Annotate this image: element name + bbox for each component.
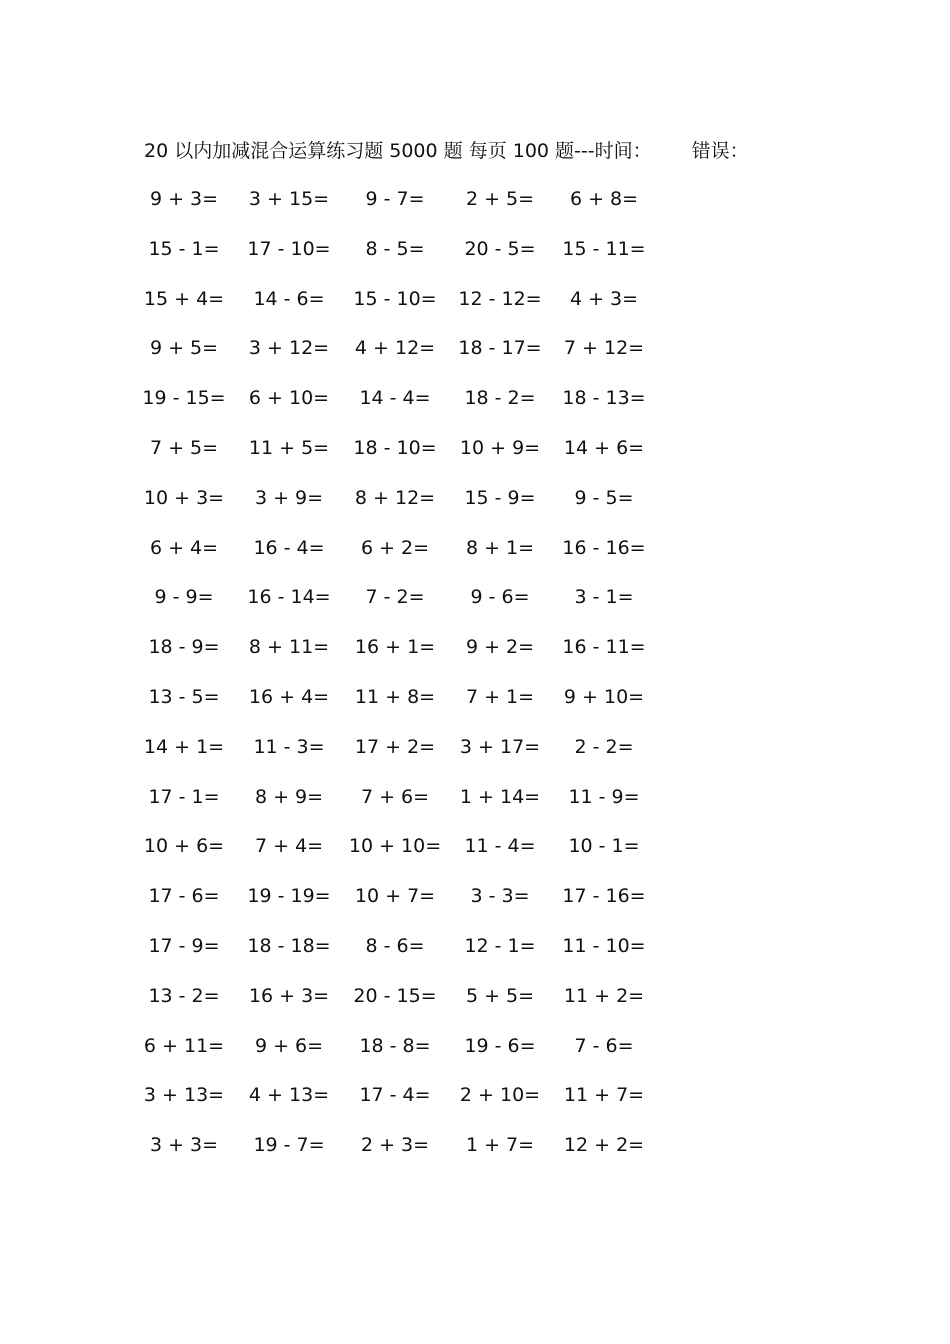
problem-row (0, 1031, 950, 1061)
problem-row (0, 831, 950, 861)
math-problem: 3 + 3= (149, 1134, 219, 1157)
math-problem: 2 - 2= (574, 735, 634, 758)
math-problem: 19 - 7= (253, 1134, 325, 1157)
math-problem: 15 - 10= (353, 287, 437, 310)
math-problem: 14 - 4= (359, 387, 431, 410)
math-problem: 20 - 5= (464, 237, 536, 260)
math-problem: 10 + 3= (143, 486, 225, 509)
problem-row (0, 732, 950, 762)
math-problem: 19 - 15= (142, 387, 226, 410)
math-problem: 19 - 19= (247, 885, 331, 908)
math-problem: 15 + 4= (143, 287, 225, 310)
math-problem: 6 + 2= (360, 536, 430, 559)
math-problem: 11 - 9= (568, 785, 640, 808)
math-problem: 17 - 16= (562, 885, 646, 908)
math-problem: 13 - 2= (148, 984, 220, 1007)
math-problem: 4 + 13= (248, 1084, 330, 1107)
math-problem: 3 + 9= (254, 486, 324, 509)
math-problem: 11 + 8= (354, 686, 436, 708)
problem-row (0, 533, 950, 563)
math-problem: 16 + 1= (354, 636, 436, 659)
math-problem: 9 + 2= (465, 636, 535, 659)
math-problem: 8 - 6= (365, 935, 425, 957)
math-problem: 6 + 4= (149, 536, 219, 559)
math-problem: 15 - 1= (148, 237, 220, 260)
math-problem: 1 + 14= (459, 785, 541, 808)
math-problem: 9 - 6= (470, 586, 530, 609)
math-problem: 9 - 9= (154, 586, 214, 609)
math-problem: 18 - 8= (359, 1034, 431, 1057)
math-problem: 3 - 1= (574, 586, 634, 609)
math-problem: 5 + 5= (465, 984, 535, 1007)
math-problem: 14 + 1= (143, 735, 225, 758)
math-problem: 15 - 11= (562, 237, 646, 260)
math-problem: 11 - 10= (562, 935, 646, 957)
problem-row (0, 383, 950, 413)
problem-row (0, 632, 950, 662)
problem-row (0, 582, 950, 612)
math-problem: 7 + 6= (360, 785, 430, 808)
math-problem: 9 - 5= (574, 486, 634, 509)
math-problem: 14 - 6= (253, 287, 325, 310)
math-problem: 11 + 5= (248, 437, 330, 459)
math-problem: 17 - 9= (148, 935, 220, 957)
problem-row (0, 433, 950, 463)
problem-row (0, 931, 950, 961)
math-problem: 12 + 2= (563, 1134, 645, 1157)
errors-label: 错误： (691, 140, 749, 162)
math-problem: 15 - 9= (464, 486, 536, 509)
problem-row (0, 1130, 950, 1160)
math-problem: 7 - 2= (365, 586, 425, 609)
problem-row (0, 782, 950, 812)
math-problem: 9 - 7= (365, 188, 425, 210)
math-problem: 10 - 1= (568, 835, 640, 858)
math-problem: 16 + 4= (248, 686, 330, 708)
math-problem: 17 - 6= (148, 885, 220, 908)
math-problem: 16 - 14= (247, 586, 331, 609)
math-problem: 8 + 1= (465, 536, 535, 559)
math-problem: 10 + 6= (143, 835, 225, 858)
problem-row (0, 1080, 950, 1110)
math-problem: 3 + 12= (248, 337, 330, 360)
problem-row (0, 333, 950, 363)
math-problem: 13 - 5= (148, 686, 220, 708)
math-problem: 1 + 7= (465, 1134, 535, 1157)
math-problem: 10 + 10= (348, 835, 442, 858)
math-problem: 2 + 10= (459, 1084, 541, 1107)
math-problem: 12 - 1= (464, 935, 536, 957)
math-problem: 8 - 5= (365, 237, 425, 260)
math-problem: 17 - 4= (359, 1084, 431, 1107)
math-problem: 11 + 2= (563, 984, 645, 1007)
math-problem: 14 + 6= (563, 437, 645, 459)
problem-row (0, 234, 950, 264)
problem-row (0, 981, 950, 1011)
math-problem: 16 - 16= (562, 536, 646, 559)
math-problem: 8 + 12= (354, 486, 436, 509)
problem-row (0, 483, 950, 513)
math-problem: 6 + 8= (569, 188, 639, 210)
math-problem: 4 + 3= (569, 287, 639, 310)
math-problem: 17 - 10= (247, 237, 331, 260)
math-problem: 17 - 1= (148, 785, 220, 808)
math-problem: 7 - 6= (574, 1034, 634, 1057)
math-problem: 7 + 5= (149, 437, 219, 459)
math-problem: 2 + 3= (360, 1134, 430, 1157)
math-problem: 20 - 15= (353, 984, 437, 1007)
math-problem: 3 + 13= (143, 1084, 225, 1107)
math-problem: 9 + 6= (254, 1034, 324, 1057)
math-problem: 18 - 9= (148, 636, 220, 659)
math-problem: 3 + 15= (248, 188, 330, 210)
math-problem: 6 + 11= (143, 1034, 225, 1057)
math-problem: 18 - 10= (353, 437, 437, 459)
worksheet-title: 20 以内加减混合运算练习题 5000 题 每页 100 题---时间： (144, 140, 652, 162)
math-problem: 19 - 6= (464, 1034, 536, 1057)
math-problem: 6 + 10= (248, 387, 330, 410)
math-problem: 16 - 4= (253, 536, 325, 559)
problem-row (0, 881, 950, 911)
math-problem: 11 - 3= (253, 735, 325, 758)
math-problem: 9 + 3= (149, 188, 219, 210)
math-problem: 18 - 2= (464, 387, 536, 410)
math-problem: 17 + 2= (354, 735, 436, 758)
math-problem: 3 - 3= (470, 885, 530, 908)
math-problem: 3 + 17= (459, 735, 541, 758)
math-problem: 16 + 3= (248, 984, 330, 1007)
math-problem: 11 - 4= (464, 835, 536, 858)
math-problem: 18 - 18= (247, 935, 331, 957)
math-problem: 7 + 1= (465, 686, 535, 708)
math-problem: 10 + 7= (354, 885, 436, 908)
math-problem: 7 + 12= (563, 337, 645, 360)
math-problem: 10 + 9= (459, 437, 541, 459)
math-problem: 9 + 10= (563, 686, 645, 708)
math-problem: 12 - 12= (458, 287, 542, 310)
problem-row (0, 682, 950, 712)
math-problem: 18 - 17= (458, 337, 542, 360)
problem-row (0, 284, 950, 314)
math-problem: 11 + 7= (563, 1084, 645, 1107)
math-problem: 8 + 11= (248, 636, 330, 659)
math-problem: 2 + 5= (465, 188, 535, 210)
math-problem: 18 - 13= (562, 387, 646, 410)
math-problem: 16 - 11= (562, 636, 646, 659)
math-problem: 9 + 5= (149, 337, 219, 360)
math-problem: 4 + 12= (354, 337, 436, 360)
math-problem: 8 + 9= (254, 785, 324, 808)
problem-row (0, 184, 950, 214)
math-problem: 7 + 4= (254, 835, 324, 858)
